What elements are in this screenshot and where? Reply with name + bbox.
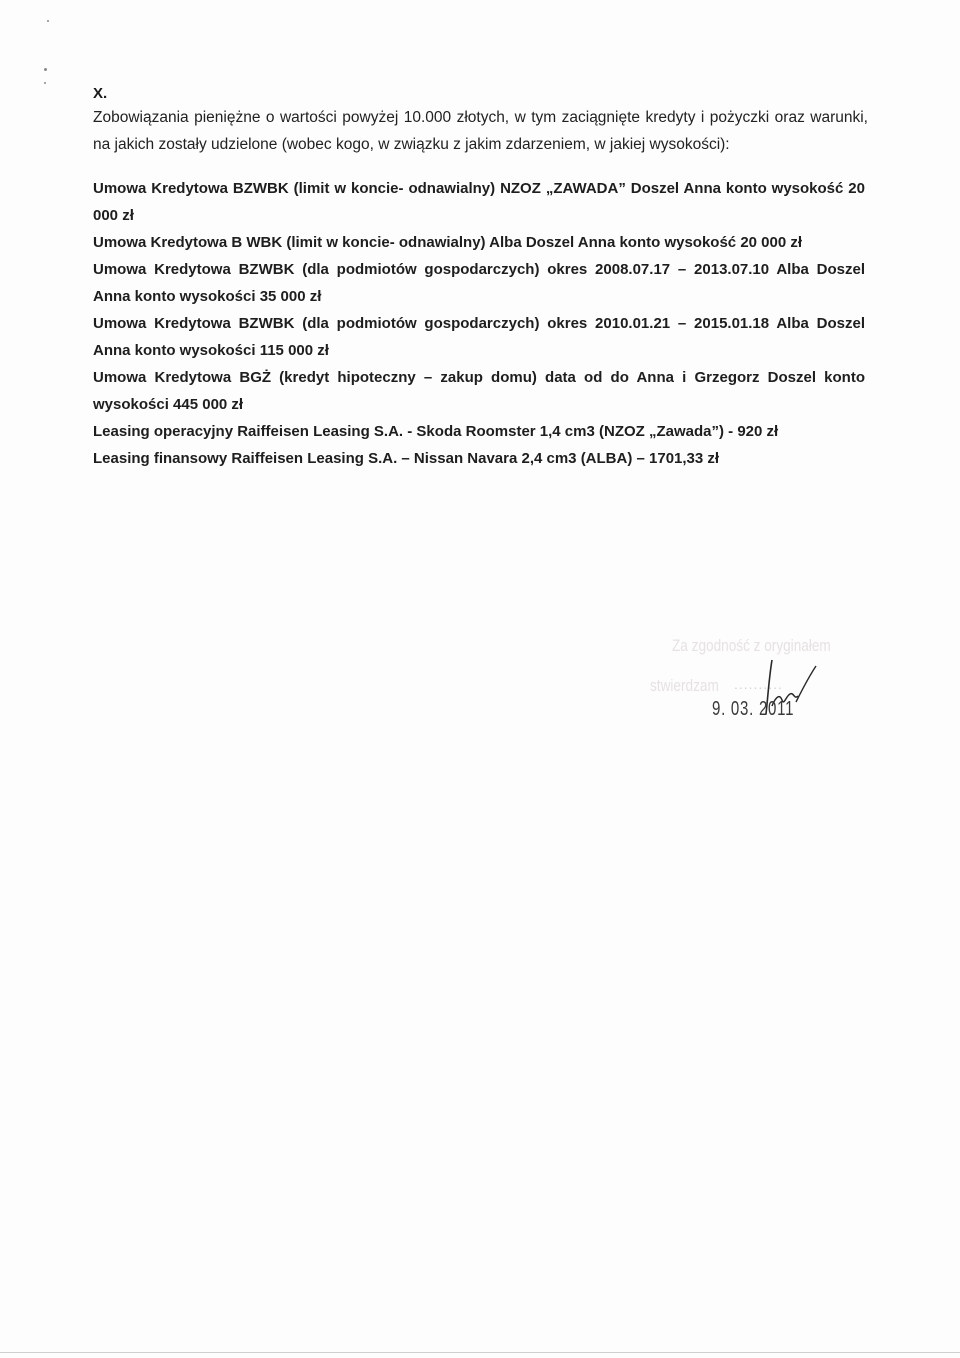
scan-speck [47, 20, 49, 22]
liability-entry: Leasing finansowy Raiffeisen Leasing S.A. – Nissan Navara 2,4 cm3 (ALBA) – 1701,33 zł [93, 450, 720, 467]
stamp-text: Za zgodność z oryginałem [672, 636, 831, 655]
liability-entry: Umowa Kredytowa BGŻ (kredyt hipoteczny – zakup domu) data od do Anna i Grzegorz Doszel konto wysokości 445 000 zł [93, 369, 865, 413]
scan-speck [44, 82, 46, 84]
stamp-date: 9. 03. 2011 [712, 698, 795, 720]
section-number: X. [93, 85, 108, 102]
liability-entry: Umowa Kredytowa B WBK (limit w koncie- odnawialny) Alba Doszel Anna konto wysokość 20 000 zł [93, 234, 803, 251]
stamp-dotted-line: .......... [734, 676, 783, 692]
certification-stamp [650, 630, 850, 740]
document-content [93, 84, 873, 472]
stamp-text-confirm: stwierdzam [650, 676, 719, 695]
liability-entry: Umowa Kredytowa BZWBK (dla podmiotów gospodarczych) okres 2010.01.21 – 2015.01.18 Alba Doszel Anna konto wysokości 115 000 zł [93, 315, 865, 359]
scan-speck [44, 68, 47, 71]
liabilities-list [93, 175, 873, 472]
liability-entry: Leasing operacyjny Raiffeisen Leasing S.A. - Skoda Roomster 1,4 cm3 (NZOZ „Zawada”) - 920 zł [93, 423, 779, 440]
liability-entry: Umowa Kredytowa BZWBK (limit w koncie- odnawialny) NZOZ „ZAWADA” Doszel Anna konto wysokość 20 000 zł [93, 180, 865, 224]
section-intro: Zobowiązania pieniężne o wartości powyżej 10.000 złotych, w tym zaciągnięte kredyty i pożyczki oraz warunki, na jakich zostały udzielone (wobec kogo, w związku z jakim zdarzeniem, w jakiej wysokości): [93, 109, 868, 153]
liability-entry: Umowa Kredytowa BZWBK (dla podmiotów gospodarczych) okres 2008.07.17 – 2013.07.10 Alba Doszel Anna konto wysokości 35 000 zł [93, 261, 865, 305]
page-edge [0, 1352, 960, 1353]
